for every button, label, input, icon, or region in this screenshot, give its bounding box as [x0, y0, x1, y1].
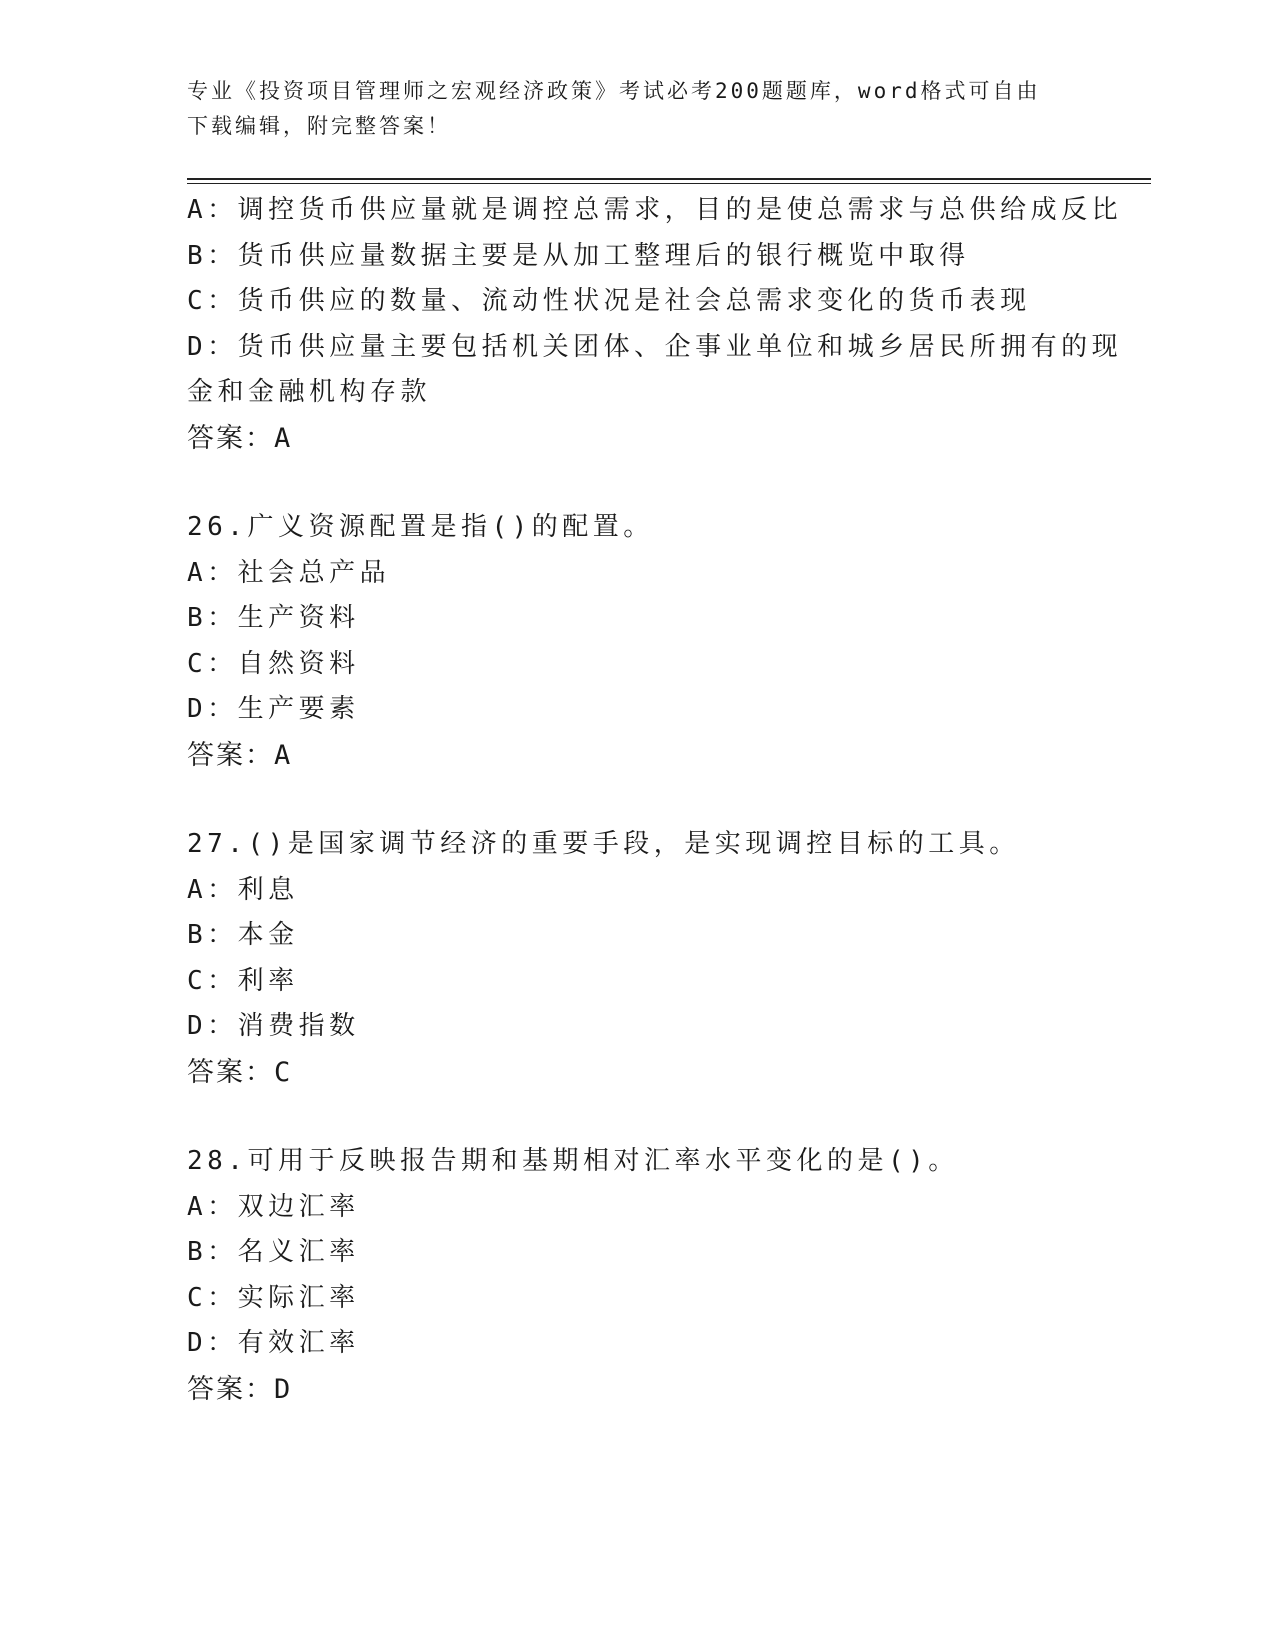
answer — [187, 1367, 1087, 1413]
answer-value: A — [274, 422, 293, 454]
question-text: 28.可用于反映报告期和基期相对汇率水平变化的是()。 — [187, 1146, 959, 1176]
header-divider — [187, 178, 1151, 184]
option-b: B：生产资料 — [187, 603, 360, 633]
option-c: C：货币供应的数量、流动性状况是社会总需求变化的货币表现 — [187, 286, 1031, 316]
question-text: 26.广义资源配置是指()的配置。 — [187, 512, 654, 542]
question-block-26 — [187, 505, 1087, 778]
option-d-continued: 金和金融机构存款 — [187, 377, 432, 407]
option-c: C：自然资料 — [187, 648, 360, 679]
option-d: D：生产要素 — [187, 694, 360, 724]
question-text: 27.()是国家调节经济的重要手段，是实现调控目标的工具。 — [187, 829, 1020, 859]
answer — [187, 1050, 1087, 1096]
answer-label: 答案： — [187, 739, 274, 771]
answer-label: 答案： — [187, 422, 274, 454]
answer-value: A — [274, 739, 293, 771]
question-block-25 — [187, 188, 1123, 461]
answer-value: D — [274, 1373, 293, 1405]
header-line-1: 专业《投资项目管理师之宏观经济政策》考试必考200题题库，word格式可自由 — [187, 79, 1041, 103]
question-block-27 — [187, 822, 1087, 1095]
option-a: A：双边汇率 — [187, 1191, 360, 1222]
option-b: B：本金 — [187, 920, 299, 950]
option-a: A：社会总产品 — [187, 557, 391, 588]
document-header — [187, 74, 1087, 144]
option-b: B：名义汇率 — [187, 1237, 360, 1267]
option-a: A：利息 — [187, 874, 299, 905]
question-list — [187, 188, 1123, 1412]
header-line-2: 下载编辑，附完整答案！ — [187, 114, 451, 138]
option-c: C：利率 — [187, 965, 299, 996]
spacer — [187, 778, 1087, 822]
option-d: D：货币供应量主要包括机关团体、企事业单位和城乡居民所拥有的现 — [187, 331, 1123, 362]
answer — [187, 733, 1087, 779]
answer-label: 答案： — [187, 1373, 274, 1405]
option-c: C：实际汇率 — [187, 1282, 360, 1313]
spacer — [187, 461, 1087, 505]
answer — [187, 416, 1087, 462]
option-b: B：货币供应量数据主要是从加工整理后的银行概览中取得 — [187, 240, 970, 271]
answer-label: 答案： — [187, 1056, 274, 1088]
spacer — [187, 1095, 1087, 1139]
answer-value: C — [274, 1056, 293, 1088]
option-a: A：调控货币供应量就是调控总需求，目的是使总需求与总供给成反比 — [187, 195, 1123, 225]
option-d: D：消费指数 — [187, 1011, 360, 1041]
option-d: D：有效汇率 — [187, 1328, 360, 1358]
question-block-28 — [187, 1139, 1087, 1412]
